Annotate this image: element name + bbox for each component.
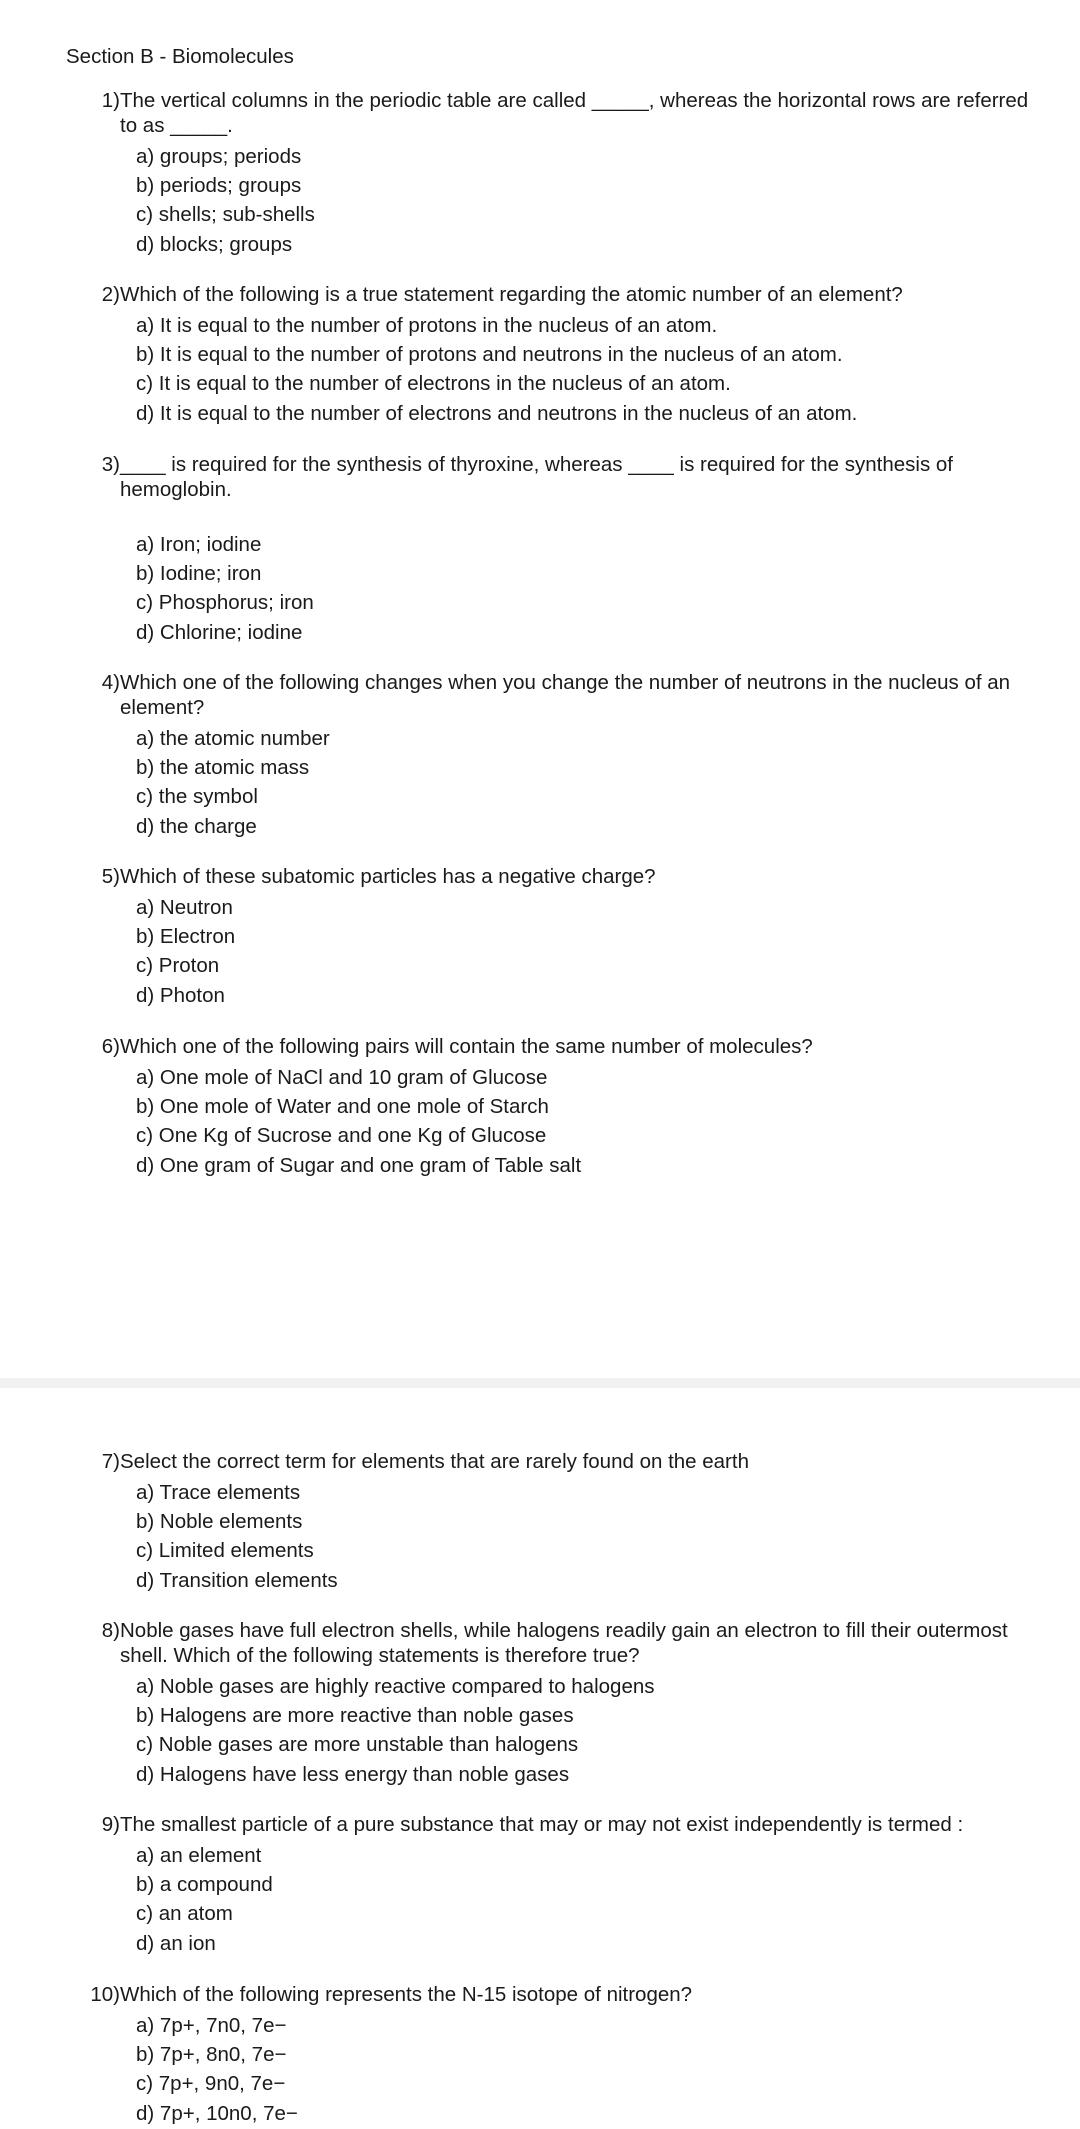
- option-d: d) blocks; groups: [136, 232, 293, 256]
- option-b: b) the atomic mass: [136, 756, 310, 780]
- question-8: [0, 1618, 1080, 1789]
- question-number: 2): [101, 283, 120, 306]
- option-b: b) Noble elements: [136, 1510, 303, 1534]
- option-d: d) One gram of Sugar and one gram of Table salt: [136, 1153, 582, 1177]
- option-c: c) One Kg of Sucrose and one Kg of Glucose: [136, 1124, 547, 1148]
- option-a: a) 7p+, 7n0, 7e−: [136, 2014, 287, 2037]
- answer-options: [0, 724, 1080, 841]
- question-number: 4): [101, 671, 120, 694]
- option-d: d) 7p+, 10n0, 7e−: [136, 2101, 298, 2125]
- question-9: [0, 1812, 1080, 1958]
- option-b: b) Electron: [136, 925, 236, 949]
- question-text: 10) Which of the following represents the N-15 isotope of nitrogen?: [90, 1983, 693, 2006]
- question-text: 8) Noble gases have full electron shells, while halogens readily gain an electron to fill their outermost shell. Which of the following statements is therefore true?: [101, 1619, 1008, 1667]
- answer-options: [0, 142, 1080, 259]
- option-b: b) a compound: [136, 1873, 273, 1897]
- question-number: 7): [101, 1450, 120, 1473]
- question-text: 6) Which one of the following pairs will contain the same number of molecules?: [101, 1035, 813, 1058]
- option-b: b) Halogens are more reactive than noble gases: [136, 1704, 574, 1728]
- option-b: b) Iodine; iron: [136, 562, 262, 586]
- option-d: d) the charge: [136, 814, 257, 838]
- option-b: b) 7p+, 8n0, 7e−: [136, 2043, 287, 2067]
- option-c: c) the symbol: [136, 785, 258, 809]
- section-title: Section B - Biomolecules: [66, 45, 294, 68]
- option-a: a) One mole of NaCl and 10 gram of Glucose: [136, 1066, 548, 1089]
- option-d: d) It is equal to the number of electrons and neutrons in the nucleus of an atom.: [136, 401, 858, 425]
- answer-options: [0, 893, 1080, 1010]
- question-2: [0, 282, 1080, 428]
- option-a: a) Neutron: [136, 896, 233, 919]
- page-separator: [0, 1378, 1080, 1388]
- option-d: d) Photon: [136, 983, 225, 1007]
- option-a: a) the atomic number: [136, 727, 330, 750]
- question-7: [0, 1449, 1080, 1595]
- option-b: b) It is equal to the number of protons and neutrons in the nucleus of an atom.: [136, 343, 843, 367]
- question-number: 10): [90, 1983, 120, 2006]
- question-text: 4) Which one of the following changes when you change the number of neutrons in the nucleus of an element?: [101, 671, 1011, 719]
- answer-options: [0, 2011, 1080, 2128]
- option-c: c) shells; sub-shells: [136, 203, 315, 227]
- option-b: b) periods; groups: [136, 174, 302, 198]
- option-a: a) Trace elements: [136, 1481, 301, 1504]
- question-5: [0, 864, 1080, 1010]
- question-text: 1) The vertical columns in the periodic table are called _____, whereas the horizontal rows are referred to as _____.: [101, 89, 1029, 137]
- question-number: 8): [101, 1619, 120, 1642]
- option-a: a) an element: [136, 1844, 262, 1867]
- question-number: 3): [101, 453, 120, 476]
- document-page-2: [0, 1388, 1080, 2129]
- question-6: [0, 1034, 1080, 1180]
- option-a: a) It is equal to the number of protons in the nucleus of an atom.: [136, 314, 718, 337]
- option-b: b) One mole of Water and one mole of Starch: [136, 1095, 549, 1119]
- option-c: c) Phosphorus; iron: [136, 591, 314, 615]
- option-d: d) an ion: [136, 1931, 216, 1955]
- option-a: a) Iron; iodine: [136, 533, 262, 556]
- question-number: 1): [101, 89, 120, 112]
- answer-options: [0, 530, 1080, 647]
- answer-options: [0, 1478, 1080, 1595]
- option-a: a) groups; periods: [136, 145, 302, 168]
- question-1: [0, 88, 1080, 259]
- question-10: [0, 1982, 1080, 2128]
- option-d: d) Halogens have less energy than noble gases: [136, 1762, 570, 1786]
- question-text: 7) Select the correct term for elements that are rarely found on the earth: [101, 1450, 749, 1473]
- option-c: c) 7p+, 9n0, 7e−: [136, 2072, 286, 2096]
- question-number: 9): [101, 1813, 120, 1836]
- question-4: [0, 670, 1080, 841]
- question-text: 3) ____ is required for the synthesis of thyroxine, whereas ____ is required for the synthesis of hemoglobin.: [101, 453, 953, 501]
- option-c: c) an atom: [136, 1902, 233, 1926]
- option-c: c) It is equal to the number of electrons in the nucleus of an atom.: [136, 372, 731, 396]
- answer-options: [0, 1063, 1080, 1180]
- question-text: 9) The smallest particle of a pure substance that may or may not exist independently is termed :: [101, 1813, 964, 1836]
- answer-options: [0, 311, 1080, 428]
- option-c: c) Limited elements: [136, 1539, 314, 1563]
- question-number: 5): [101, 865, 120, 888]
- question-text: 5) Which of these subatomic particles has a negative charge?: [101, 865, 656, 888]
- question-text: 2) Which of the following is a true statement regarding the atomic number of an element?: [101, 283, 903, 306]
- option-a: a) Noble gases are highly reactive compared to halogens: [136, 1675, 655, 1698]
- question-number: 6): [101, 1035, 120, 1058]
- answer-options: [0, 1841, 1080, 1958]
- option-c: c) Proton: [136, 954, 220, 978]
- option-d: d) Chlorine; iodine: [136, 620, 303, 644]
- option-c: c) Noble gases are more unstable than halogens: [136, 1733, 579, 1757]
- answer-options: [0, 1672, 1080, 1789]
- question-3: [0, 452, 1080, 647]
- option-d: d) Transition elements: [136, 1568, 338, 1592]
